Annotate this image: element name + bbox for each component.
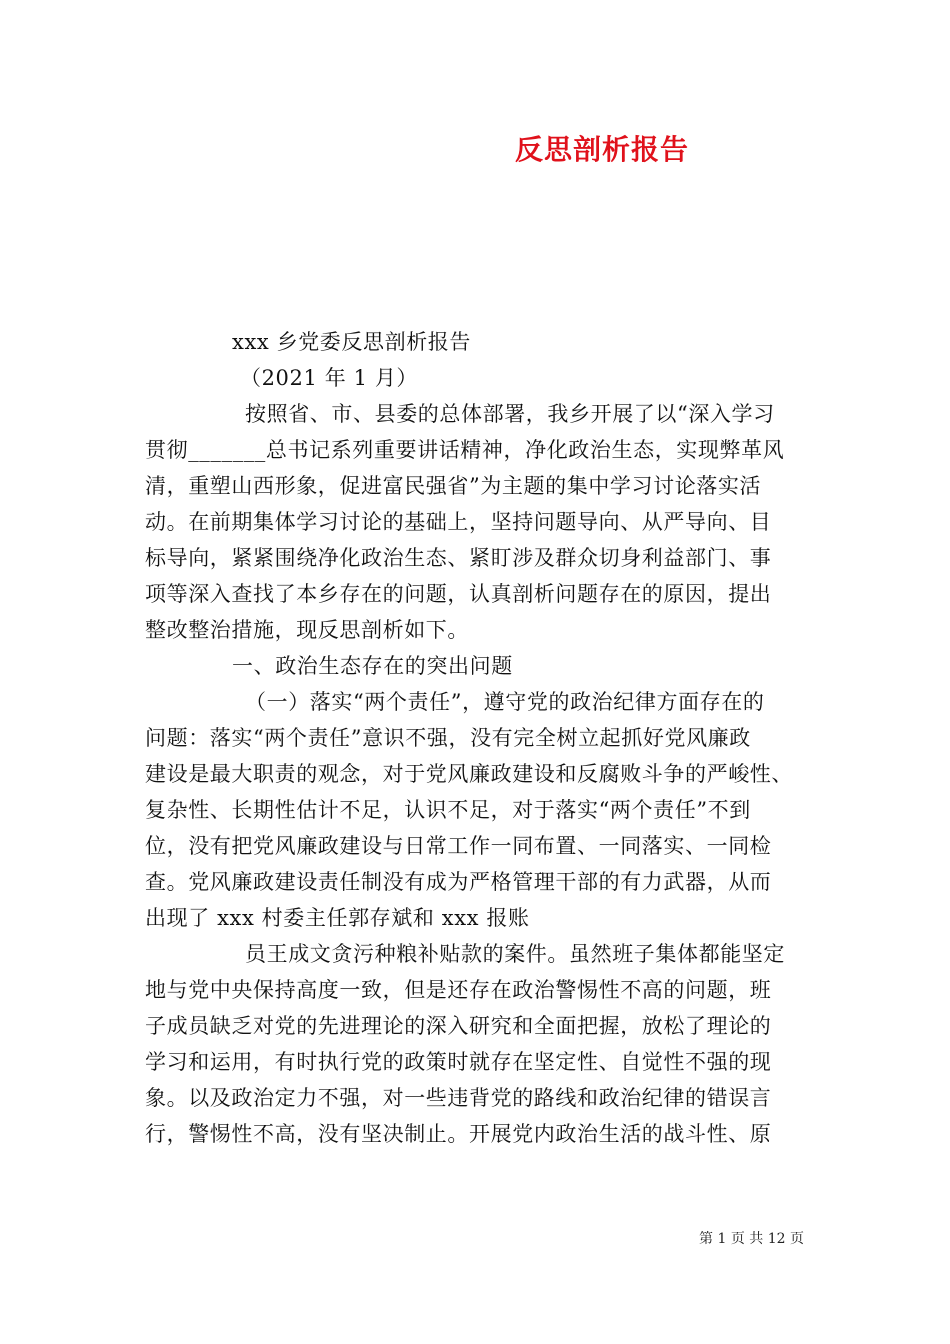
- body-line: 建设是最大职责的观念，对于党风廉政建设和反腐败斗争的严峻性、: [145, 762, 793, 786]
- body-line: 问题：落实“两个责任”意识不强，没有完全树立起抓好党风廉政: [145, 726, 751, 750]
- body-line: 地与党中央保持高度一致，但是还存在政治警惕性不高的问题，班: [145, 978, 772, 1002]
- body-line: 项等深入查找了本乡存在的问题，认真剖析问题存在的原因，提出: [145, 582, 772, 606]
- body-line: 象。以及政治定力不强，对一些违背党的路线和政治纪律的错误言: [145, 1086, 772, 1110]
- subsection-heading: （一）落实“两个责任”，遵守党的政治纪律方面存在的: [245, 690, 765, 714]
- page-number: 第 1 页 共 12 页: [699, 1231, 804, 1247]
- report-subtitle: xxx 乡党委反思剖析报告: [232, 330, 472, 354]
- body-line: 行，警惕性不高，没有坚决制止。开展党内政治生活的战斗性、原: [145, 1122, 772, 1146]
- body-line: 整改整治措施，现反思剖析如下。: [145, 618, 469, 642]
- body-line: 子成员缺乏对党的先进理论的深入研究和全面把握，放松了理论的: [145, 1014, 772, 1038]
- body-line: 复杂性、长期性估计不足，认识不足，对于落实“两个责任”不到: [145, 798, 751, 822]
- body-line: 位，没有把党风廉政建设与日常工作一同布置、一同落实、一同检: [145, 834, 772, 858]
- body-line: 员王成文贪污种粮补贴款的案件。虽然班子集体都能坚定: [245, 942, 785, 966]
- body-line: 按照省、市、县委的总体部署，我乡开展了以“深入学习: [245, 402, 775, 426]
- body-line: 贯彻_______总书记系列重要讲话精神，净化政治生态，实现弊革风: [145, 438, 785, 462]
- body-line: 动。在前期集体学习讨论的基础上，坚持问题导向、从严导向、目: [145, 510, 772, 534]
- body-line: 清，重塑山西形象，促进富民强省”为主题的集中学习讨论落实活: [145, 474, 762, 498]
- body-line: 学习和运用，有时执行党的政策时就存在坚定性、自觉性不强的现: [145, 1050, 772, 1074]
- report-date: （2021 年 1 月）: [240, 366, 419, 390]
- body-line: 标导向，紧紧围绕净化政治生态、紧盯涉及群众切身利益部门、事: [145, 546, 772, 570]
- body-line: 出现了 xxx 村委主任郭存斌和 xxx 报账: [145, 906, 530, 930]
- document-title: 反思剖析报告: [514, 133, 689, 166]
- body-line: 查。党风廉政建设责任制没有成为严格管理干部的有力武器，从而: [145, 870, 772, 894]
- section-heading: 一、政治生态存在的突出问题: [232, 654, 513, 678]
